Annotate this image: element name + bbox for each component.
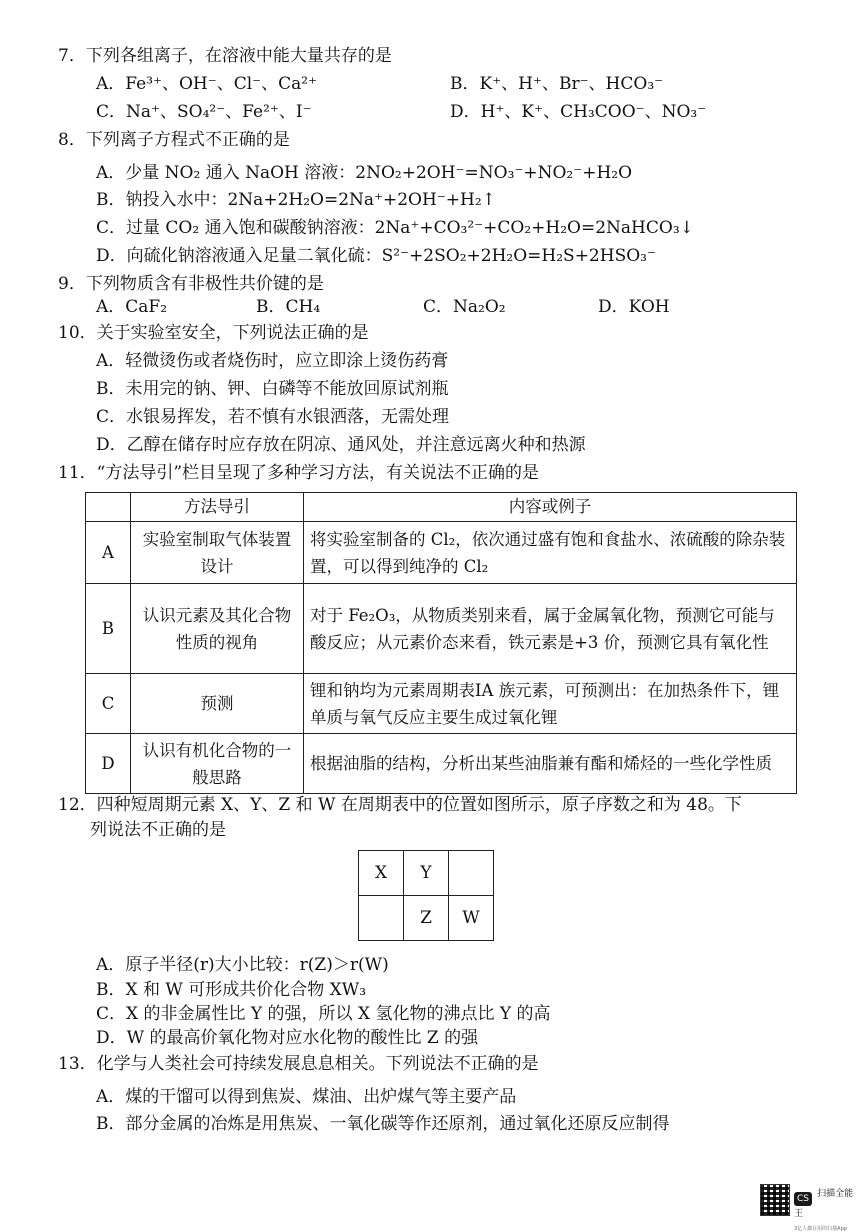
row-method: 认识有机化合物的一般思路 <box>131 734 304 794</box>
q9-option-b: B．CH₄ <box>256 297 321 317</box>
grid-cell <box>449 851 494 896</box>
table-row <box>86 674 797 734</box>
row-method: 实验室制取气体装置设计 <box>131 522 304 584</box>
table-row <box>86 522 797 584</box>
grid-cell: Y <box>404 851 449 896</box>
q12-option-c: C．X 的非金属性比 Y 的强，所以 X 氢化物的沸点比 Y 的高 <box>96 1004 551 1024</box>
q9-stem: 9．下列物质含有非极性共价键的是 <box>58 274 324 294</box>
q9-option-d: D．KOH <box>598 297 670 317</box>
q11-stem: 11．“方法导引”栏目呈现了多种学习方法，有关说法不正确的是 <box>58 463 540 483</box>
grid-cell <box>359 896 404 941</box>
q12-stem-line1: 12．四种短周期元素 X、Y、Z 和 W 在周期表中的位置如图所示，原子序数之和为 48。下 <box>58 795 742 815</box>
method-table <box>85 492 797 794</box>
table-row <box>86 734 797 794</box>
row-method: 预测 <box>131 674 304 734</box>
row-content: 锂和钠均为元素周期表ⅠA 族元素，可预测出：在加热条件下，锂单质与氧气反应主要生成过氧化锂 <box>304 674 797 734</box>
row-method: 认识元素及其化合物性质的视角 <box>131 584 304 674</box>
q7-option-a: A．Fe³⁺、OH⁻、Cl⁻、Ca²⁺ <box>96 74 318 94</box>
q10-option-c: C．水银易挥发，若不慎有水银洒落，无需处理 <box>96 407 450 427</box>
q8-option-a: A．少量 NO₂ 通入 NaOH 溶液：2NO₂+2OH⁻=NO₃⁻+NO₂⁻+H₂O <box>96 163 633 183</box>
q12-option-b: B．X 和 W 可形成共价化合物 XW₃ <box>96 980 367 1000</box>
grid-cell: W <box>449 896 494 941</box>
q8-stem: 8．下列离子方程式不正确的是 <box>58 130 290 150</box>
grid-cell: X <box>359 851 404 896</box>
q10-stem: 10．关于实验室安全，下列说法正确的是 <box>58 323 369 343</box>
row-label: B <box>86 584 131 674</box>
q13-option-b: B．部分金属的冶炼是用焦炭、一氧化碳等作还原剂，通过氧化还原反应制得 <box>96 1114 670 1134</box>
row-content: 根据油脂的结构，分析出某些油脂兼有酯和烯烃的一些化学性质 <box>304 734 797 794</box>
row-content: 对于 Fe₂O₃，从物质类别来看，属于金属氧化物，预测它可能与酸反应；从元素价态来看，铁元素是+3 价，预测它具有氧化性 <box>304 584 797 674</box>
q7-option-c: C．Na⁺、SO₄²⁻、Fe²⁺、I⁻ <box>96 102 312 122</box>
q8-option-c: C．过量 CO₂ 通入饱和碳酸钠溶液：2Na⁺+CO₃²⁻+CO₂+H₂O=2NaHCO₃↓ <box>96 218 694 238</box>
table-header-label <box>86 493 131 522</box>
periodic-grid <box>358 850 494 941</box>
table-row <box>86 584 797 674</box>
q13-stem: 13．化学与人类社会可持续发展息息相关。下列说法不正确的是 <box>58 1054 539 1074</box>
q12-option-a: A．原子半径(r)大小比较：r(Z)＞r(W) <box>96 955 389 975</box>
table-header-content: 内容或例子 <box>304 493 797 522</box>
q10-option-b: B．未用完的钠、钾、白磷等不能放回原试剂瓶 <box>96 379 449 399</box>
table-header-row <box>86 493 797 522</box>
q12-option-d: D．W 的最高价氧化物对应水化物的酸性比 Z 的强 <box>96 1028 479 1048</box>
row-label: C <box>86 674 131 734</box>
grid-cell: Z <box>404 896 449 941</box>
q10-option-d: D．乙醇在储存时应存放在阴凉、通风处，并注意远离火种和热源 <box>96 435 586 455</box>
watermark-subtitle: 3亿人都在用的扫描App <box>794 1226 847 1232</box>
q9-option-a: A．CaF₂ <box>96 297 168 317</box>
q13-option-a: A．煤的干馏可以得到焦炭、煤油、出炉煤气等主要产品 <box>96 1087 517 1107</box>
row-content: 将实验室制备的 Cl₂，依次通过盛有饱和食盐水、浓硫酸的除杂装置，可以得到纯净的 Cl₂ <box>304 522 797 584</box>
q8-option-d: D．向硫化钠溶液通入足量二氧化硫：S²⁻+2SO₂+2H₂O=H₂S+2HSO₃⁻ <box>96 246 656 266</box>
q10-option-a: A．轻微烫伤或者烧伤时，应立即涂上烫伤药膏 <box>96 351 449 371</box>
scanner-watermark <box>794 1186 859 1232</box>
q7-option-d: D．H⁺、K⁺、CH₃COO⁻、NO₃⁻ <box>450 102 707 122</box>
row-label: D <box>86 734 131 794</box>
watermark-title: 扫描全能王 <box>794 1189 854 1219</box>
q8-option-b: B．钠投入水中：2Na+2H₂O=2Na⁺+2OH⁻+H₂↑ <box>96 190 496 210</box>
q9-option-c: C．Na₂O₂ <box>423 297 506 317</box>
row-label: A <box>86 522 131 584</box>
table-header-method: 方法导引 <box>131 493 304 522</box>
q7-option-b: B．K⁺、H⁺、Br⁻、HCO₃⁻ <box>450 74 664 94</box>
camscanner-icon: CS <box>794 1192 812 1206</box>
q12-stem-line2: 列说法不正确的是 <box>90 820 226 840</box>
q7-stem: 7．下列各组离子，在溶液中能大量共存的是 <box>58 46 392 66</box>
qr-code-icon <box>760 1184 790 1216</box>
